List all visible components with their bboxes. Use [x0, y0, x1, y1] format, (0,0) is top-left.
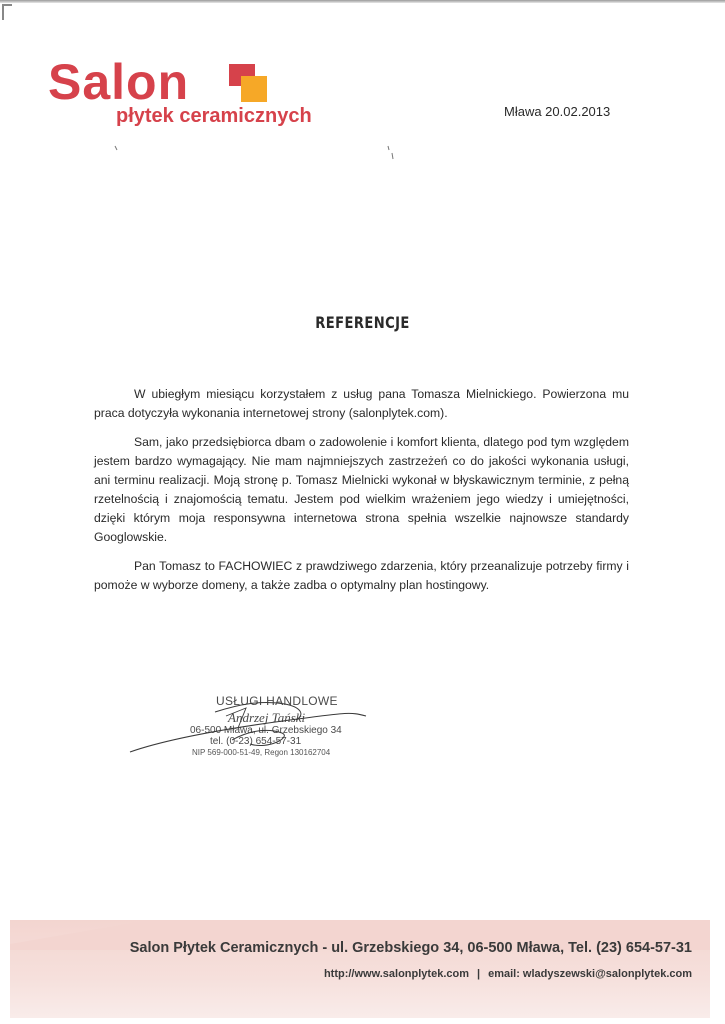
stamp-address: 06-500 Mława, ul. Grzebskiego 34 — [190, 725, 342, 736]
paragraph-1: W ubiegłym miesiącu korzystałem z usług pana Tomasza Mielnickiego. Powierzona mu praca dotyczyła wykonania internetowej strony (salonplytek.com). — [94, 387, 629, 420]
document-heading: REFERENCJE — [315, 313, 410, 332]
footer-contact — [324, 968, 692, 980]
logo-word: Salon — [48, 54, 190, 110]
footer-band — [10, 920, 710, 1018]
stamp-registry: NIP 569-000-51-49, Regon 130162704 — [192, 748, 331, 757]
stamp-name: Andrzej Tański — [228, 710, 306, 725]
footer-separator: | — [477, 968, 481, 980]
stamp-title: USŁUGI HANDLOWE — [216, 694, 338, 708]
footer-email: email: wladyszewski@salonplytek.com — [488, 968, 692, 980]
paragraph-3: Pan Tomasz to FACHOWIEC z prawdziwego zdarzenia, który przeanalizuje potrzeby firmy i pomoże w wyborze domeny, a także zadba o optymalny plan hostingowy. — [94, 559, 629, 592]
letter-date: Mława 20.02.2013 — [504, 104, 611, 119]
stamp-phone: tel. (0-23) 654-57-31 — [210, 736, 302, 747]
logo-subtitle: płytek ceramicznych — [116, 105, 312, 127]
footer-website: http://www.salonplytek.com — [323, 968, 469, 980]
footer-address: Salon Płytek Ceramicznych - ul. Grzebskiego 34, 06-500 Mława, Tel. (23) 654-57-31 — [129, 940, 692, 956]
paragraph-2: Sam, jako przedsiębiorca dbam o zadowolenie i komfort klienta, dlatego pod tym względem jestem bardzo wymagający. Nie mam najmniejszych zastrzeżeń co do jakości wykonania usługi, ani terminu realizacji. Moją stronę p. Tomasz Mielnicki wykonał w błyskawicznym terminie, z pełną rzetelnością i znajomością tematu. Jestem pod wielkim wrażeniem jego wiedzy i umiejętności, dzięki którym moja responsywna internetowa strona spełnia wszelkie najnowsze standardy Googlowskie. — [94, 435, 629, 544]
